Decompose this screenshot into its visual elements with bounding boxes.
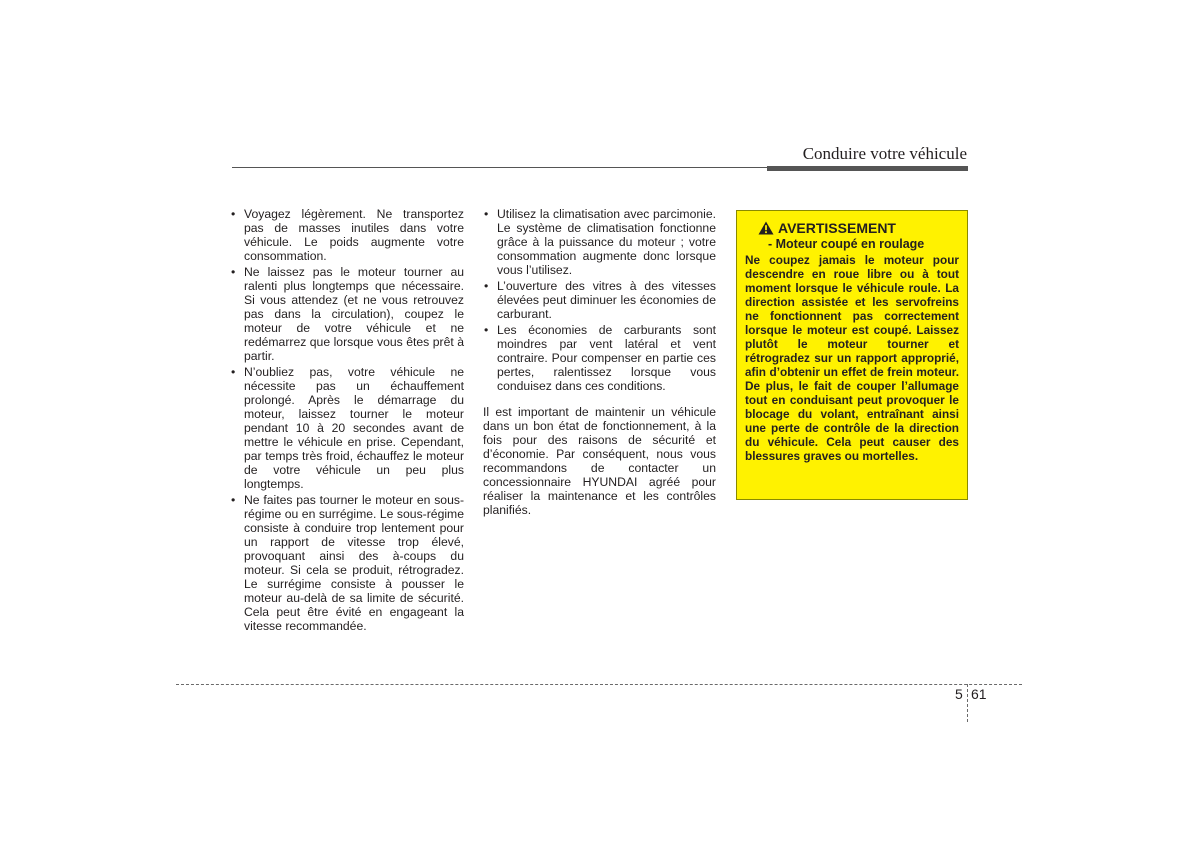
footer-rule [176,684,1022,685]
text-column-left [230,207,464,635]
bullet-icon: • [484,279,489,293]
warning-title: AVERTISSEMENT [778,220,896,236]
list-item-text: Voyagez légèrement. Ne transportez pas de masses inutiles dans votre véhicule. Le poids augmente votre consommation. [244,207,464,263]
bullet-list [483,207,716,393]
list-item-text: Les économies de carburants sont moindres par vent latéral et vent contraire. Pour compenser en partie ces pertes, ralentissez lorsque vous conduisez dans ces conditions. [497,323,716,393]
warning-heading [758,220,959,236]
footer-divider [967,684,968,722]
list-item-text: Utilisez la climatisation avec parcimonie. Le système de climatisation fonctionne grâce à la puissance du moteur ; votre consommation augmente donc lorsque vous l’utilisez. [497,207,716,277]
list-item [230,493,464,633]
maintenance-paragraph: Il est important de maintenir un véhicule dans un bon état de fonctionnement, à la fois pour des raisons de sécurité et d’économie. Par conséquent, nous vous recommandons de contacter un concessionnaire HYUNDAI agréé pour réaliser la maintenance et les contrôles planifiés. [483,405,716,517]
warning-body: Ne coupez jamais le moteur pour descendre en roue libre ou à tout moment lorsque le véhicule roule. La direction assistée et les servofreins ne fonctionnent pas correctement lorsque le moteur est coupé. Laissez plutôt le moteur tourner et rétrogradez sur un rapport approprié, afin d’obtenir un effet de frein moteur. De plus, le fait de couper l’allumage tout en conduisant peut provoquer le blocage du volant, entraînant ainsi une perte de contrôle de la direction du véhicule. Cela peut causer des blessures graves ou mortelles. [745,253,959,463]
bullet-icon: • [231,265,236,279]
header-bar [767,166,968,171]
chapter-number: 5 [955,686,963,702]
list-item-text: L’ouverture des vitres à des vitesses élevées peut diminuer les économies de carburant. [497,279,716,321]
bullet-icon: • [231,365,236,379]
page-number: 61 [971,686,987,702]
list-item [230,207,464,263]
list-item [230,365,464,491]
warning-subtitle: - Moteur coupé en roulage [768,237,925,251]
warning-box [736,210,968,500]
list-item-text: Ne faites pas tourner le moteur en sous-régime ou en surrégime. Le sous-régime consiste à conduire trop lentement pour un rapport de vitesse trop élevé, provoquant ainsi des à-coups du moteur. Si cela se produit, rétrogradez. Le surrégime consiste à pousser le moteur au-delà de sa limite de sécurité. Cela peut être évité en engageant la vitesse recommandée. [244,493,464,633]
warning-triangle-icon [758,221,774,235]
bullet-icon: • [484,323,489,337]
list-item-text: N’oubliez pas, votre véhicule ne nécessite pas un échauffement prolongé. Après le démarrage du moteur, laissez tourner le moteur pendant 10 à 20 secondes avant de mettre le véhicule en prise. Cependant, par temps très froid, échauffez le moteur de votre véhicule un peu plus longtemps. [244,365,464,491]
text-column-middle [483,207,716,517]
list-item-text: Ne laissez pas le moteur tourner au ralenti plus longtemps que nécessaire. Si vous attendez (et ne vous retrouvez pas dans la circulation), coupez le moteur de votre véhicule et ne redémarrez que lorsque vous êtes prêt à partir. [244,265,464,363]
list-item [483,279,716,321]
list-item [483,323,716,393]
page-header-title: Conduire votre véhicule [802,144,967,163]
list-item [483,207,716,277]
bullet-list [230,207,464,633]
list-item [230,265,464,363]
header-rule [232,167,767,168]
bullet-icon: • [484,207,489,221]
bullet-icon: • [231,493,236,507]
bullet-icon: • [231,207,236,221]
